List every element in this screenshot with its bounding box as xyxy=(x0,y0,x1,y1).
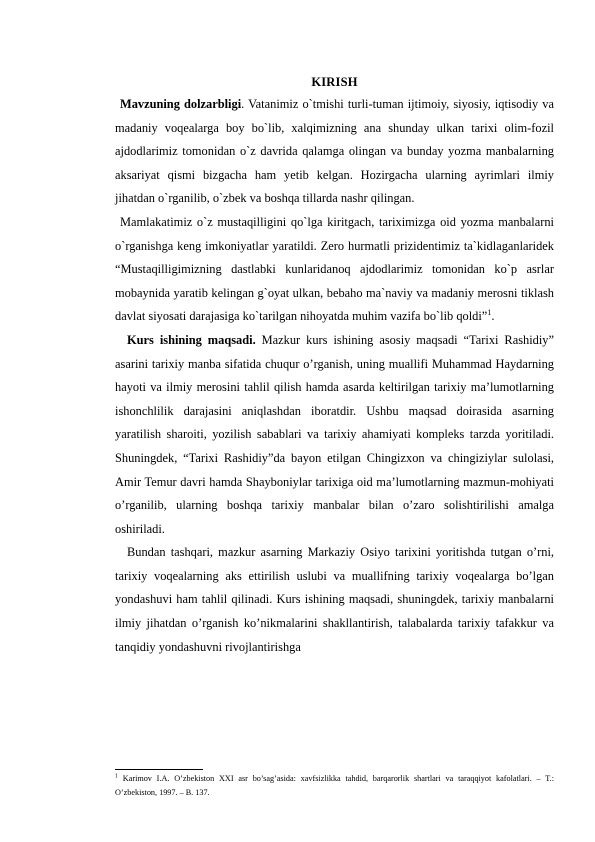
paragraph-text: . Vatanimiz o`tmishi turli-tuman ijtimoiy, siyosiy, iqtisodiy va madaniy voqealarga boy bo`lib, xalqimizning ana shunday ulkan tarixi olim-fozil ajdodlarimiz tomonidan o`z davrida qalamga olingan va bunday yozma manbalarning aksariyat qismi bizgacha ham yetib kelgan. Hozirgacha ularning ayrimlari ilmiy jihatdan o`rganilib, o`zbek va boshqa tillarda nashr qilingan. xyxy=(115,97,554,206)
paragraph-independence xyxy=(115,211,554,329)
paragraph-tail: . xyxy=(491,309,495,324)
paragraph-text: Mamlakatimiz o`z mustaqilligini qo`lga kiritgach, tariximizga oid yozma manbalarni o`rganishga keng imkoniyatlar yaratildi. Zero hurmatli prizidentimiz ta`kidlaganlaridek “Mustaqilligimizning dastlabki kunlaridanoq ajdodlarimiz tomonidan ko`p asrlar mobaynida yaratib kelingan g`oyat ulkan, bebaho ma`naviy va madaniy merosni tiklash davlat siyosati darajasiga ko`tarilgan nihoyatda muhim vazifa bo`lib qoldi” xyxy=(115,214,554,324)
paragraph-text: Mazkur kurs ishining asosiy maqsadi “Tarixi Rashidiy” asarini tarixiy manba sifatida chuqur o’rganish, uning muallifi Muhammad Haydarning hayoti va ilmiy merosini tahlil qilish hamda asarda keltirilgan tarixiy ma’lumotlarning ishonchlilik darajasini aniqlashdan iboratdir. Ushbu maqsad doirasida asarning yaratilish sharoiti, yozilish sabablari va tarixiy ahamiyati kompleks tarzda yoritiladi. Shuningdek, “Tarixi Rashidiy”da bayon etilgan Chingizxon va chingiziylar sulolasi, Amir Temur davri hamda Shayboniylar tarixiga oid ma’lumotlarning mazmun-mohiyati o’rganilib, ularning boshqa tarixiy manbalar bilan o’zaro solishtirilishi amalga oshiriladi. xyxy=(115,332,554,536)
footnote-text: Karimov I.A. O’zbekiston XXI asr bo’sag’asida: xavfsizlikka tahdid, barqarorlik shartlari va taraqqiyot kafolatlari. – T.: O’zbekiston, 1997. – B. 137. xyxy=(115,774,554,797)
paragraph-additional xyxy=(115,541,554,659)
footnote xyxy=(115,772,554,799)
paragraph-goal xyxy=(115,329,554,541)
footnote-mark: 1 xyxy=(115,773,118,780)
paragraph-relevance xyxy=(115,93,554,211)
footnote-reference[interactable]: 1 xyxy=(487,308,492,318)
footnote-divider xyxy=(115,769,203,770)
document-body xyxy=(115,74,554,659)
page-title: KIRISH xyxy=(311,75,358,89)
paragraph-lead: Mavzuning dolzarbligi xyxy=(120,97,242,111)
paragraph-text: Bundan tashqari, mazkur asarning Markaziy Osiyo tarixini yoritishda tutgan o’rni, tarixiy voqealarning aks ettirilish uslubi va muallifning tarixiy voqealarga bo’lgan yondashuvi ham tahlil qilinadi. Kurs ishining maqsadi, shuningdek, tarixiy manbalarni ilmiy jihatdan o’rganish ko’nikmalarini shakllantirish, talabalarda tarixiy tafakkur va tanqidiy yondashuvni rivojlantirishga xyxy=(115,545,554,654)
paragraph-lead: Kurs ishining maqsadi. xyxy=(127,332,256,347)
